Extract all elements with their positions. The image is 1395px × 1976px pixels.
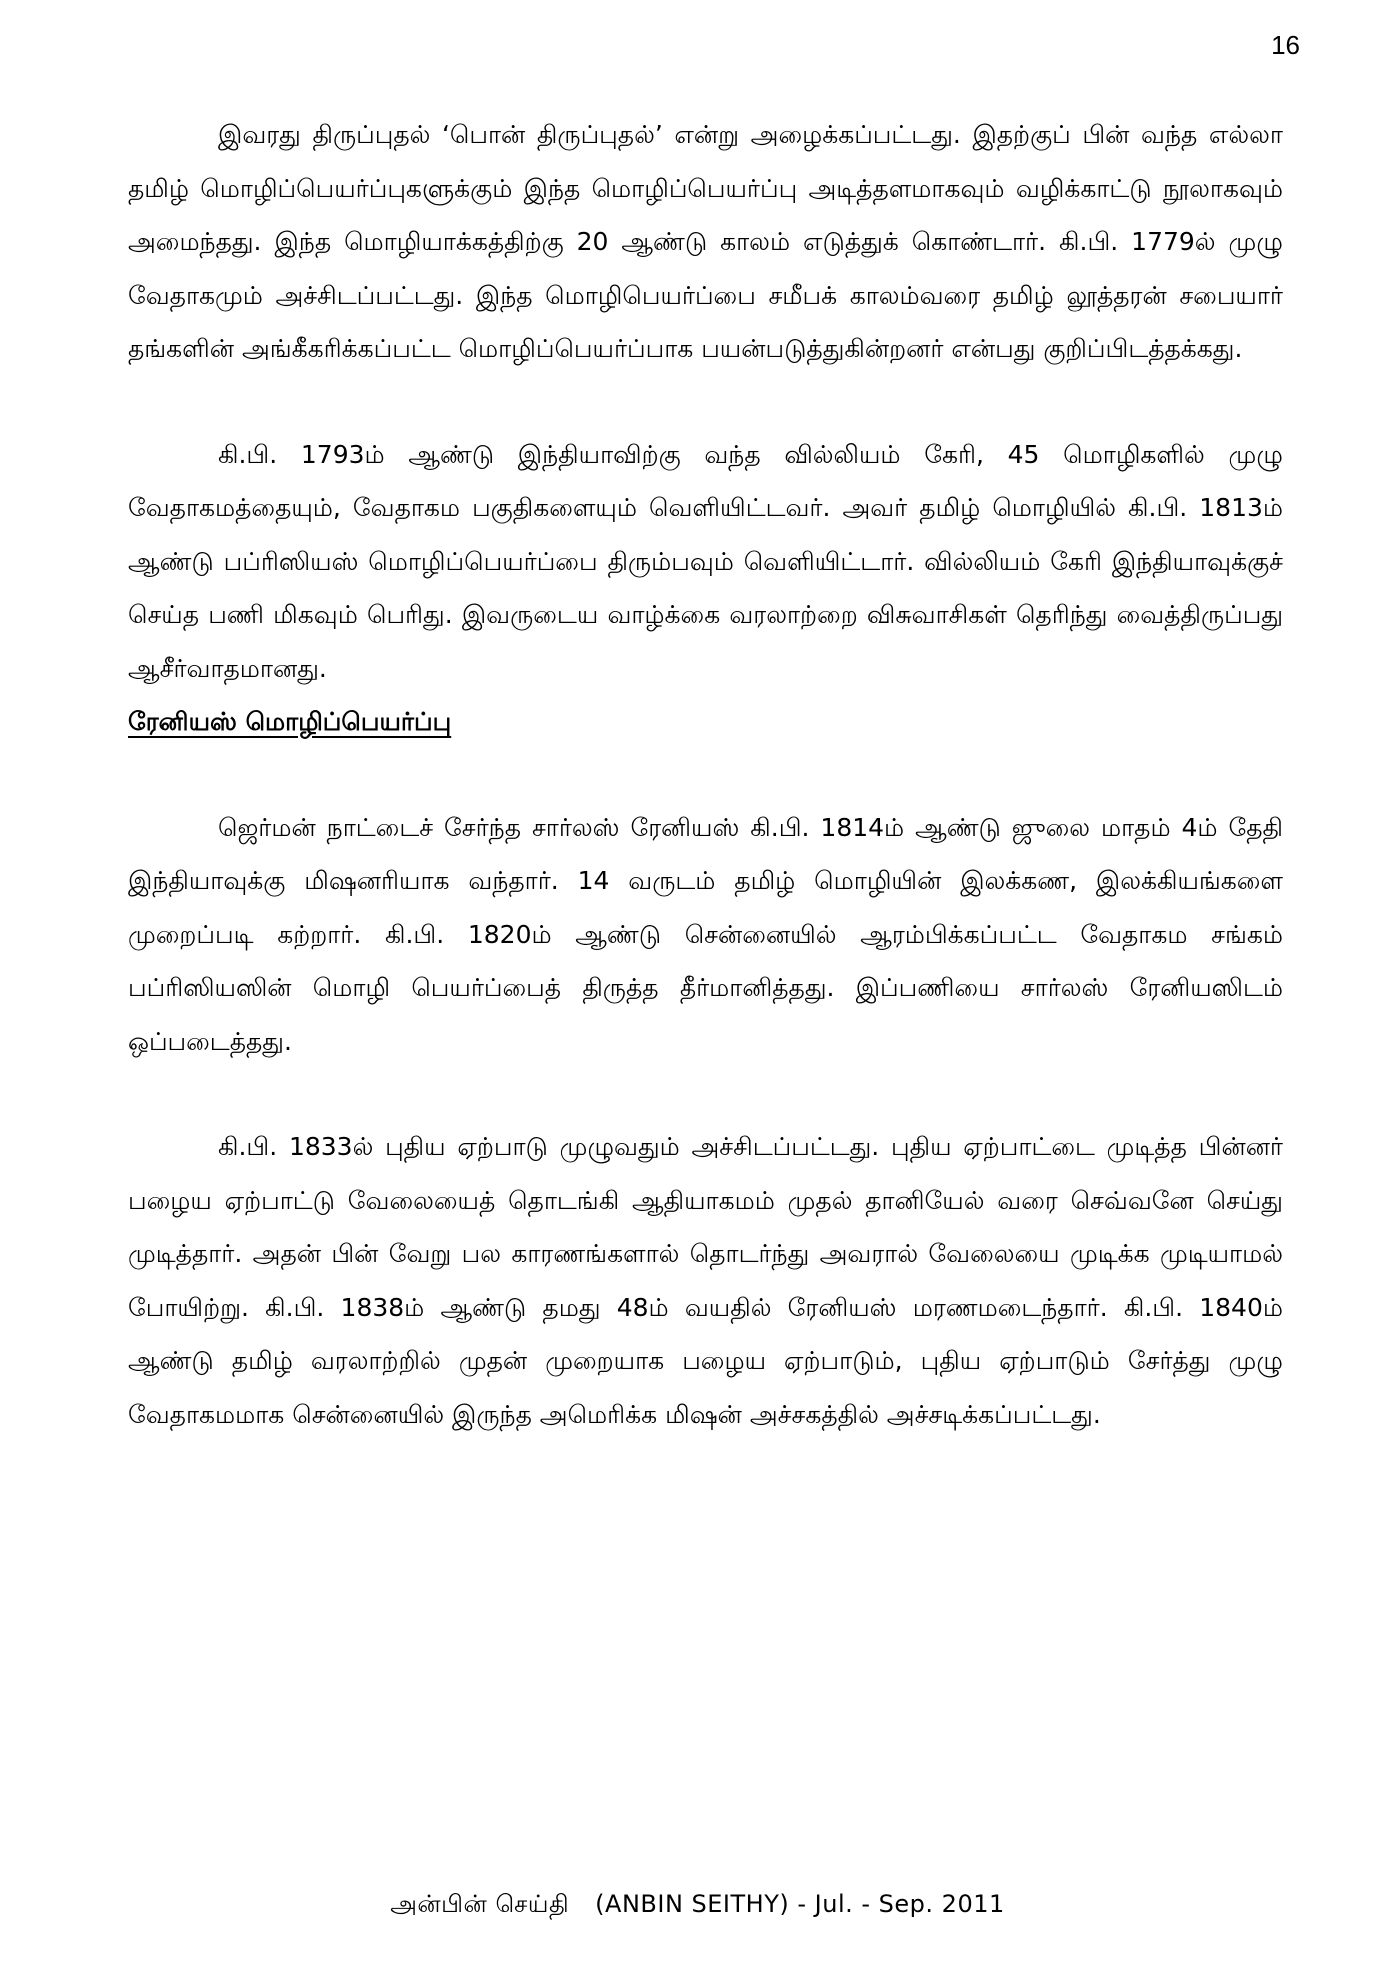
article-body (128, 108, 1283, 1441)
paragraph-golden-revision: இவரது திருப்புதல் ‘பொன் திருப்புதல்’ என்று அழைக்கப்பட்டது. இதற்குப் பின் வந்த எல்லா தமிழ் மொழிப்பெயர்ப்புகளுக்கும் இந்த மொழிப்பெயர்ப்பு அடித்தளமாகவும் வழிக்காட்டு நூலாகவும் அமைந்தது. இந்த மொழியாக்கத்திற்கு 20 ஆண்டு காலம் எடுத்துக் கொண்டார். கி.பி. 1779ல் முழு வேதாகமும் அச்சிடப்பட்டது. இந்த மொழிபெயர்ப்பை சமீபக் காலம்வரை தமிழ் லூத்தரன் சபையார் தங்களின் அங்கீகரிக்கப்பட்ட மொழிப்பெயர்ப்பாக பயன்படுத்துகின்றனர் என்பது குறிப்பிடத்தக்கது. (128, 120, 1283, 363)
footer-publication-tamil: அன்பின் செய்தி (390, 1890, 570, 1918)
paragraph-william-carey: கி.பி. 1793ம் ஆண்டு இந்தியாவிற்கு வந்த வில்லியம் கேரி, 45 மொழிகளில் முழு வேதாகமத்தையும், வேதாகம பகுதிகளையும் வெளியிட்டவர். அவர் தமிழ் மொழியில் கி.பி. 1813ம் ஆண்டு பப்ரிஸியஸ் மொழிப்பெயர்ப்பை திரும்பவும் வெளியிட்டார். வில்லியம் கேரி இந்தியாவுக்குச் செய்த பணி மிகவும் பெரிது. இவருடைய வாழ்க்கை வரலாற்றை விசுவாசிகள் தெரிந்து வைத்திருப்பது ஆசீர்வாதமானது. (128, 439, 1283, 683)
footer-issue-date: - Jul. - Sep. 2011 (797, 1890, 1005, 1918)
page-footer (0, 1890, 1395, 1921)
paragraph-charles-rhenius: ஜெர்மன் நாட்டைச் சேர்ந்த சார்லஸ் ரேனியஸ் கி.பி. 1814ம் ஆண்டு ஜுலை மாதம் 4ம் தேதி இந்தியாவுக்கு மிஷனரியாக வந்தார். 14 வருடம் தமிழ் மொழியின் இலக்கண, இலக்கியங்களை முறைப்படி கற்றார். கி.பி. 1820ம் ஆண்டு சென்னையில் ஆரம்பிக்கப்பட்ட வேதாகம சங்கம் பப்ரிஸியஸின் மொழி பெயர்ப்பைத் திருத்த தீர்மானித்தது. இப்பணியை சார்லஸ் ரேனியஸிடம் ஒப்படைத்தது. (128, 812, 1283, 1056)
page-number: 16 (1271, 30, 1300, 60)
section-heading-rhenius-translation: ரேனியஸ் மொழிப்பெயர்ப்பு (128, 707, 452, 736)
paragraph-bible-printing-1840: கி.பி. 1833ல் புதிய ஏற்பாடு முழுவதும் அச்சிடப்பட்டது. புதிய ஏற்பாட்டை முடித்த பின்னர் பழைய ஏற்பாட்டு வேலையைத் தொடங்கி ஆதியாகமம் முதல் தானியேல் வரை செவ்வனே செய்து முடித்தார். அதன் பின் வேறு பல காரணங்களால் தொடர்ந்து அவரால் வேலையை முடிக்க முடியாமல் போயிற்று. கி.பி. 1838ம் ஆண்டு தமது 48ம் வயதில் ரேனியஸ் மரணமடைந்தார். கி.பி. 1840ம் ஆண்டு தமிழ் வரலாற்றில் முதன் முறையாக பழைய ஏற்பாடும், புதிய ஏற்பாடும் சேர்த்து முழு வேதாகமமாக சென்னையில் இருந்த அமெரிக்க மிஷன் அச்சகத்தில் அச்சடிக்கப்பட்டது. (128, 1132, 1283, 1429)
footer-publication-english: (ANBIN SEITHY) (595, 1890, 790, 1918)
